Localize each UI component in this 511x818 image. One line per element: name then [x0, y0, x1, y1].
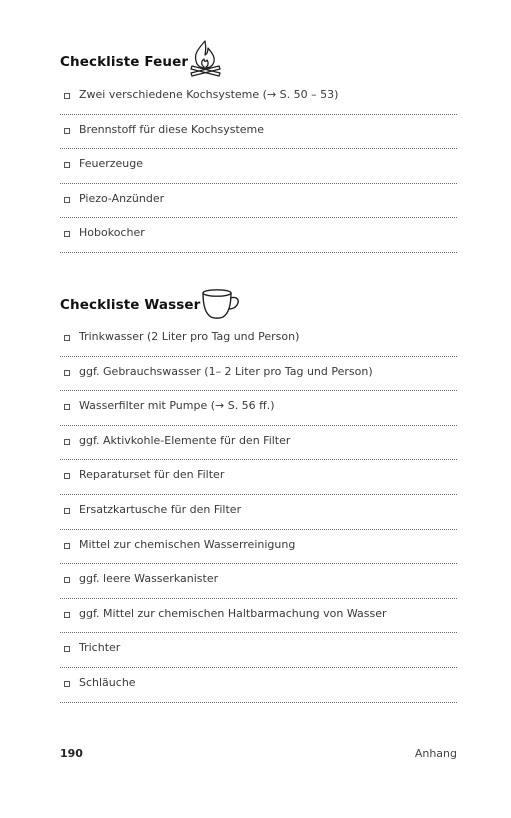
- item-label: Piezo-Anzünder: [79, 191, 165, 205]
- checklist-item: [60, 495, 457, 530]
- checklist-item: [60, 633, 457, 668]
- checklist-item: [60, 460, 457, 495]
- checklist-item: [60, 599, 457, 634]
- checklist-item: [60, 322, 457, 357]
- page-number: 190: [60, 747, 83, 760]
- checkbox[interactable]: [64, 543, 70, 549]
- checkbox[interactable]: [64, 439, 70, 445]
- checkbox[interactable]: [64, 404, 70, 410]
- section-name: Anhang: [414, 747, 457, 760]
- checkbox[interactable]: [64, 612, 70, 618]
- checkbox[interactable]: [64, 370, 70, 376]
- item-label: ggf. leere Wasserkanister: [79, 572, 219, 586]
- checklist-item: [60, 184, 457, 219]
- fire-checklist: [60, 80, 457, 253]
- checkbox[interactable]: [64, 162, 70, 168]
- checklist-item: [60, 530, 457, 565]
- checkbox[interactable]: [64, 508, 70, 514]
- item-label: Trichter: [79, 641, 121, 655]
- checklist-item: [60, 391, 457, 426]
- campfire-icon: [186, 38, 226, 80]
- item-label: Hobokocher: [79, 226, 145, 240]
- checklist-item: [60, 80, 457, 115]
- item-label: Mittel zur chemischen Wasserreinigung: [79, 537, 296, 551]
- checkbox[interactable]: [64, 197, 70, 203]
- checklist-item: [60, 115, 457, 150]
- checklist-item: [60, 149, 457, 184]
- item-label: Wasserfilter mit Pumpe (→ S. 56 ff.): [79, 399, 275, 413]
- checkbox[interactable]: [64, 231, 70, 237]
- item-label: Zwei verschiedene Kochsysteme (→ S. 50 – 53): [79, 88, 339, 101]
- checkbox[interactable]: [64, 93, 70, 99]
- item-label: Feuerzeuge: [79, 157, 144, 171]
- checkbox[interactable]: [64, 577, 70, 583]
- checklist-item: [60, 218, 457, 253]
- cup-icon: [199, 286, 243, 322]
- item-label: Brennstoff für diese Kochsysteme: [79, 122, 265, 136]
- checkbox[interactable]: [64, 646, 70, 652]
- item-label: ggf. Gebrauchswasser (1– 2 Liter pro Tag und Person): [79, 364, 373, 378]
- item-label: ggf. Aktivkohle-Elemente für den Filter: [79, 433, 291, 447]
- checkbox[interactable]: [64, 335, 70, 341]
- water-checklist: [60, 322, 457, 703]
- checkbox[interactable]: [64, 128, 70, 134]
- checklist-item: [60, 357, 457, 392]
- checkbox[interactable]: [64, 473, 70, 479]
- item-label: Trinkwasser (2 Liter pro Tag und Person): [79, 330, 300, 343]
- item-label: Ersatzkartusche für den Filter: [79, 502, 242, 516]
- checklist-item: [60, 426, 457, 461]
- checklist-item: [60, 564, 457, 599]
- checklist-item: [60, 668, 457, 703]
- item-label: Reparaturset für den Filter: [79, 468, 225, 482]
- water-checklist-title: Checkliste Wasser: [60, 297, 201, 313]
- checkbox[interactable]: [64, 681, 70, 687]
- fire-checklist-title: Checkliste Feuer: [60, 54, 189, 70]
- item-label: Schläuche: [79, 675, 136, 689]
- item-label: ggf. Mittel zur chemischen Haltbarmachung von Wasser: [79, 606, 387, 620]
